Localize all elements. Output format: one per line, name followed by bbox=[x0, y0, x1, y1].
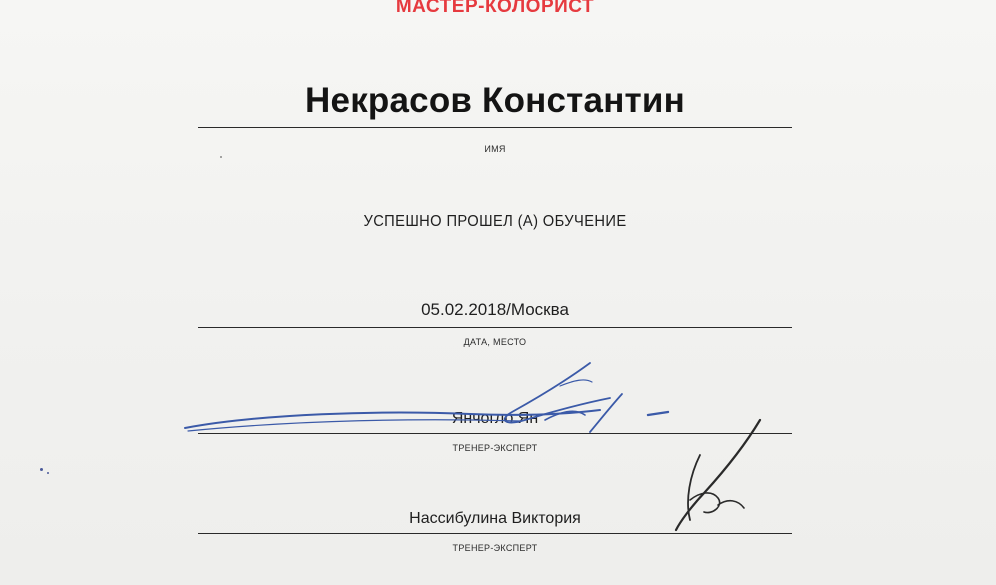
student-name: Некрасов Константин bbox=[305, 81, 685, 120]
signatory-2-underline bbox=[198, 533, 792, 534]
paper-speck bbox=[40, 468, 43, 471]
date-place-caption: ДАТА, МЕСТО bbox=[463, 337, 527, 347]
paper-speck bbox=[47, 472, 49, 474]
name-caption: ИМЯ bbox=[484, 144, 506, 154]
date-place-underline bbox=[198, 327, 792, 328]
name-underline bbox=[198, 127, 792, 128]
signatory-2-role: ТРЕНЕР-ЭКСПЕРТ bbox=[452, 543, 538, 553]
signatory-1-role: ТРЕНЕР-ЭКСПЕРТ bbox=[452, 443, 538, 453]
course-title: МАСТЕР-КОЛОРИСТ bbox=[395, 0, 595, 17]
signatory-2-name: Нассибулина Виктория bbox=[409, 510, 581, 527]
paper-speck bbox=[220, 156, 222, 158]
signatory-1-underline bbox=[198, 433, 792, 434]
signatory-1-name: Янчогло Ян bbox=[451, 410, 539, 427]
completion-text: УСПЕШНО ПРОШЕЛ (А) ОБУЧЕНИЕ bbox=[363, 213, 627, 230]
date-place: 05.02.2018/Москва bbox=[421, 300, 569, 319]
